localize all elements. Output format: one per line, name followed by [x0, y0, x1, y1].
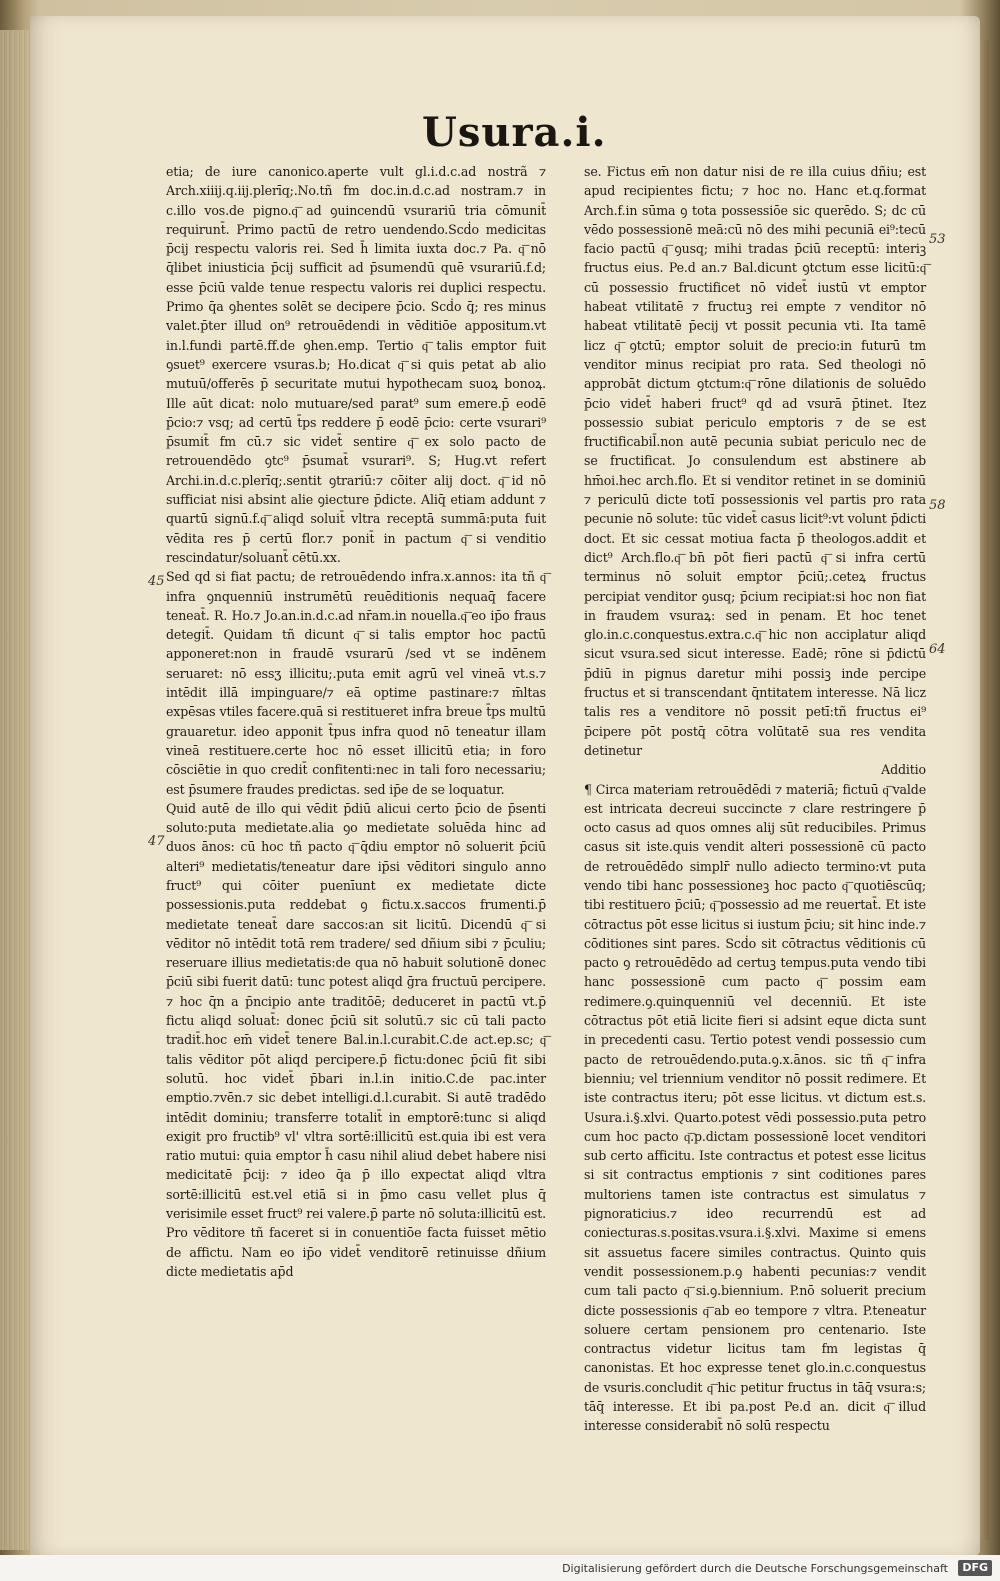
- margin-note: 58: [929, 498, 946, 513]
- paragraph: ¶ Circa materiam retrouēdēdi ⁊ materiā; fictuū q͞ valde est intricata decreui succincte ⁊ clare restringere p̄ octo casus ad quos omnes alij sūt reducibiles. Primus casus sit iste.quis vendit alteri possessionē cū pacto de retrouēdēdo simplr̄ nullo adiecto termino:vt puta vendo tibi hanc possessioneꝫ hoc pacto q͞ quotiēscūq; tibi restituero p̄ciū; q͞ possessio ad me reuertat̄. Et iste cōtractus pōt esse licitus si iustum p̄ciu; sit hinc inde.⁊ cōditiones sint pares. Scḋo sit cōtractus vēditionis cū pacto ꝯ retrouēdēdo ad certuꝫ tempus.puta vendo tibi hanc possessionē cum pacto q͞ possim eam redimere.ꝯ.quinquenniū vel decenniū. Et iste cōtractus pōt etiā licite fieri si adsint eque dicta sunt in precedenti casu. Tertio potest vendi possessio cum pacto de retrouēdendo.puta.ꝯ.x.ānos. sic tñ q͞ infra bienniu; vel triennium venditor nō possit redimere. Et iste contractus iteru; pōt esse licitus. vt dictum est.s. Usura.i.§.xlvi. Quarto.potest vēdi possessio.puta petro cum hoc pacto q͞.p.dictam possessionē locet venditori sub certo afficitu. Iste contractus et potest esse licitus si sit contractus emptionis ⁊ sint coditiones pares multoriens tamen iste contractus est simulatus ⁊ pignoraticius.⁊ ideo recurrendū est ad coniecturas.s.positas.vsura.i.§.xlvi. Maxime si emens sit assuetus facere similes contractus. Quinto quis vendit possessionem.p.ꝯ habenti pecunias:⁊ vendit cum tali pacto q͞ si.ꝯ.biennium. P.nō soluerit precium dicte possessionis q͞ ab eo tempore ⁊ vltra. P.teneatur soluere certam pensionem pro centenario. Iste contractus videtur licitus tam fm legistas q̄ canonistas. Et hoc expresse tenet glo.in.c.conquestus de vsuris.concludit q͞ hic petitur fructus in tāq̄ vsura:s; tāq̄ interesse. Et ibi pa.post Pe.d an. dicit q͞ illud interesse considerabit̄ nō solū respectu: [584, 781, 926, 1434]
- text-column-right: [584, 162, 926, 1434]
- text-column-left: [166, 162, 546, 1279]
- margin-note: 47: [148, 834, 165, 849]
- margin-note: 53: [929, 232, 946, 247]
- additio-heading: Additio: [881, 762, 926, 778]
- paragraph: Sed qd si fiat pactu; de retrouēdendo infra.x.annos: ita tñ q͞ infra ꝯnquenniū instrumētū reuēditionis nequaq̄ facere teneat̄. R. Ho.⁊ Jo.an.in.d.c.ad nr̄am.in nouella.q͞ eo ip̄o fraus detegit̄. Quidam tñ dicunt q͞ si talis emptor hoc pactū apponeret:non in fraudē vsurarū /sed vt se indēnem seruaret: nō essʒ illicitu;.puta emit agrū vel vineā vt.s.⁊ intēdit illā impinguare/⁊ eā optime pastinare:⁊ m̄ltas expēsas vtiles facere.quā si restitueret infra breue t̄ps multū grauaretur. ideo apponit t̄pus infra quod nō teneatur illam vineā restituere.certe hoc nō esset illicitū etia; in foro cōsciētie in quo credit̄ confitenti:nec in tali foro necessariu; est p̄sumere fraudes predictas. sed ip̄e de se loquatur.: [166, 569, 546, 797]
- paragraph: etia; de iure canonico.aperte vult gl.i.d.c.ad nostrã ⁊ Arch.xiiij.q.iij.plerīq;.No.tñ fm doc.in.d.c.ad nostram.⁊ in c.illo vos.de pigno.q͞ ad ꝯuincendū vsurariū tria cōmunit̄ requirunt̄. Primo pactū de retro uendendo.Scḋo medicitas p̄cij respectu valoris rei. Sed h̄ limita iuxta doc.⁊ Pa. q͞ nō q̄libet iniusticia p̄cij sufficit ad p̄sumendū quē vsurariū.f.d; esse p̄ciū valde tenue respectu valoris rei duplici respectu. Primo q̄a ꝯhentes solēt se decipere p̄cio. Scḋo q̄; res minus valet.p̄ter illud on⁹ retrouēdendi in vēditiōe appositum.vt in.l.fundi partē.ff.de ꝯhen.emp. Tertio q͞ talis emptor fuit ꝯsuet⁹ exercere vsuras.b; Ho.dicat q͞ si quis petat ab alio mutuū/offerēs p̄ securitate mutui hypothecam suoꝝ bonoꝝ. Ille aūt dicat: nolo mutuare/sed parat⁹ sum emere.p̄ eodē p̄cio:⁊ vsq; ad certū t̄ps reddere p̄ eodē p̄cio: certe vsurari⁹ p̄sumit̄ fm cū.⁊ sic videt̄ sentire q͞ ex solo pacto de retrouendēdo ꝯtc⁹ p̄sumat̄ vsurari⁹. S; Hug.vt refert Archi.in.d.c.plerīq;.sentit ꝯtrariū:⁊ cōiter alij doct. q͞ id nō sufficiat nisi absint alie ꝯiecture p̄dicte. Aliq̄ etiam addunt ⁊ quartū signū.f.q͞ aliqd soluit̄ vltra receptā summā:puta fuit vēdita res p̄ certū flor.⁊ ponit̄ in pactum q͞ si venditio rescindatur/soluant̄ cētū.xx.: [166, 164, 546, 565]
- dfg-logo: DFG: [958, 1560, 992, 1576]
- footer-credit: Digitalisierung gefördert durch die Deutsche Forschungsgemeinschaft: [562, 1562, 948, 1575]
- paragraph: Quid autē de illo qui vēdit p̄diū alicui certo p̄cio de p̄senti soluto:puta medietate.alia ꝯo medietate soluēda hinc ad duos ānos: cū hoc tñ pacto q͞ q̄diu emptor nō soluerit p̄ciū alteri⁹ medietatis/teneatur dare ip̄si vēditori singulo anno fruct⁹ qui cōiter puenīunt ex medietate dicte possessionis.puta reddebat ꝯ fictu.x.saccos frumenti.p̄ medietate teneat̄ dare saccos:an sit licitū. Dicendū q͞ si vēditor nō intēdit totā rem tradere/ sed dñium sibi ⁊ p̄culiu; reseruare illius medietatis:de qua nō habuit solutionē donec p̄ciū sibi fuerit datū: tunc potest aliqd ḡra fructuū percipere. ⁊ hoc q̄n a p̄ncipio ante traditōē; deduceret in pactū vt.p̄ fictu aliqd soluat̄: donec p̄ciū sit solutū.⁊ sic cū tali pacto tradit̄.hoc em̄ videt̄ tenere Bal.in.l.curabit.C.de act.ep.sc; q͞ talis vēditor pōt aliqd percipere.p̄ fictu:donec p̄ciū fit sibi solutū. hoc videt̄ p̄bari in.l.in initio.C.de pac.inter emptio.⁊vēn.⁊ sic debet intelligi.d.l.curabit. Si autē tradēdo intēdit dominiu; transferre totalit̄ in emptorē:tunc si aliqd exigit pro fructib⁹ vl' vltra sortē:illicitū est.quia ibi est vera ratio mutui: quia emptor h̄ casu nihil aliud debet habere nisi medicitatē p̄cij: ⁊ ideo q̄a p̄ illo expectat aliqd vltra sortē:illicitū est.vel etiā si in p̄mo casu vellet plus q̄ verisimile esset fruct⁹ rei valere.p̄ parte nō soluta:illicitū est. Pro vēditore tñ faceret si in conuentiōe facta fuisset mētio de affictu. Nam eo ip̄o videt̄ venditorē retinuisse dñium dicte medietatis ap̄d: [166, 800, 546, 1279]
- paragraph: se. Fictus em̄ non datur nisi de re illa cuius dñiu; est apud recipientes fictu; ⁊ hoc no. Hanc et.q.format Arch.f.in sūma ꝯ tota possessiōe sic querēdo. S; dc cū vēdo possessionē meā:cū nō des mihi pecuniā ei⁹:tecū facio pactū q͞ ꝯusq; mihi tradas p̄ciū receptū: interiꝫ fructus eius. Pe.d an.⁊ Bal.dicunt ꝯtctum esse licitū:q͞ cū possessio fructificet nō videt̄ iustū vt emptor habeat vtilitatē ⁊ fructuꝫ rei empte ⁊ venditor nō habeat vtilitatē p̄ecij vt possit pecunia vti. Ita tamē licz q͞ ꝯtctū; emptor soluit de precio:in futurū tm venditor minus recipiat pro rata. Sed theologi nō approbāt dictum ꝯtctum:q͞ rōne dilationis de soluēdo p̄cio videt̄ haberi fruct⁹ qd ad vsurā p̄tinet. Itez possessio subiat periculo emptoris ⁊ de se est fructificabil̄.non autē pecunia subiat periculo nec de se fructificat. Jo consulendum est abstinere ab hm̄oi.hec arch.flo. Et si venditor retinet in se dominiū ⁊ periculū dicte totī possessionis vel partis pro rata pecunie nō solute: tūc videt̄ casus licit⁹:vt volunt p̄dicti doct. Et sic cessat motiua facta p̄ theologos.addit et dict⁹ Arch.flo.q͞ bn̄ pōt fieri pactū q͞ si infra certū terminus nō soluit emptor p̄ciū;.ceteꝝ fructus percipiat venditor ꝯusq; p̄cium recipiat:si hoc non fiat in fraudem vsuraꝝ: sed in penam. Et hoc tenet glo.in.c.conquestus.extra.c.q͞ hic non acciplatur aliqd sicut vsura.sed sicut interesse. Eadē; rōne si p̄dictū p̄diū in pignus daretur mihi possiꝫ inde percipe fructus et si transcendant q̄ntitatem interesse. Nā licz talis res a venditore nō possit petī:tñ fructus ei⁹ p̄cipere pōt postq̄ cōtra volūtatē sua res vendita detinetur: [584, 164, 926, 758]
- page-header-title: Usura.i.: [422, 109, 607, 156]
- margin-note: 64: [929, 642, 946, 657]
- margin-note: 45: [148, 574, 165, 589]
